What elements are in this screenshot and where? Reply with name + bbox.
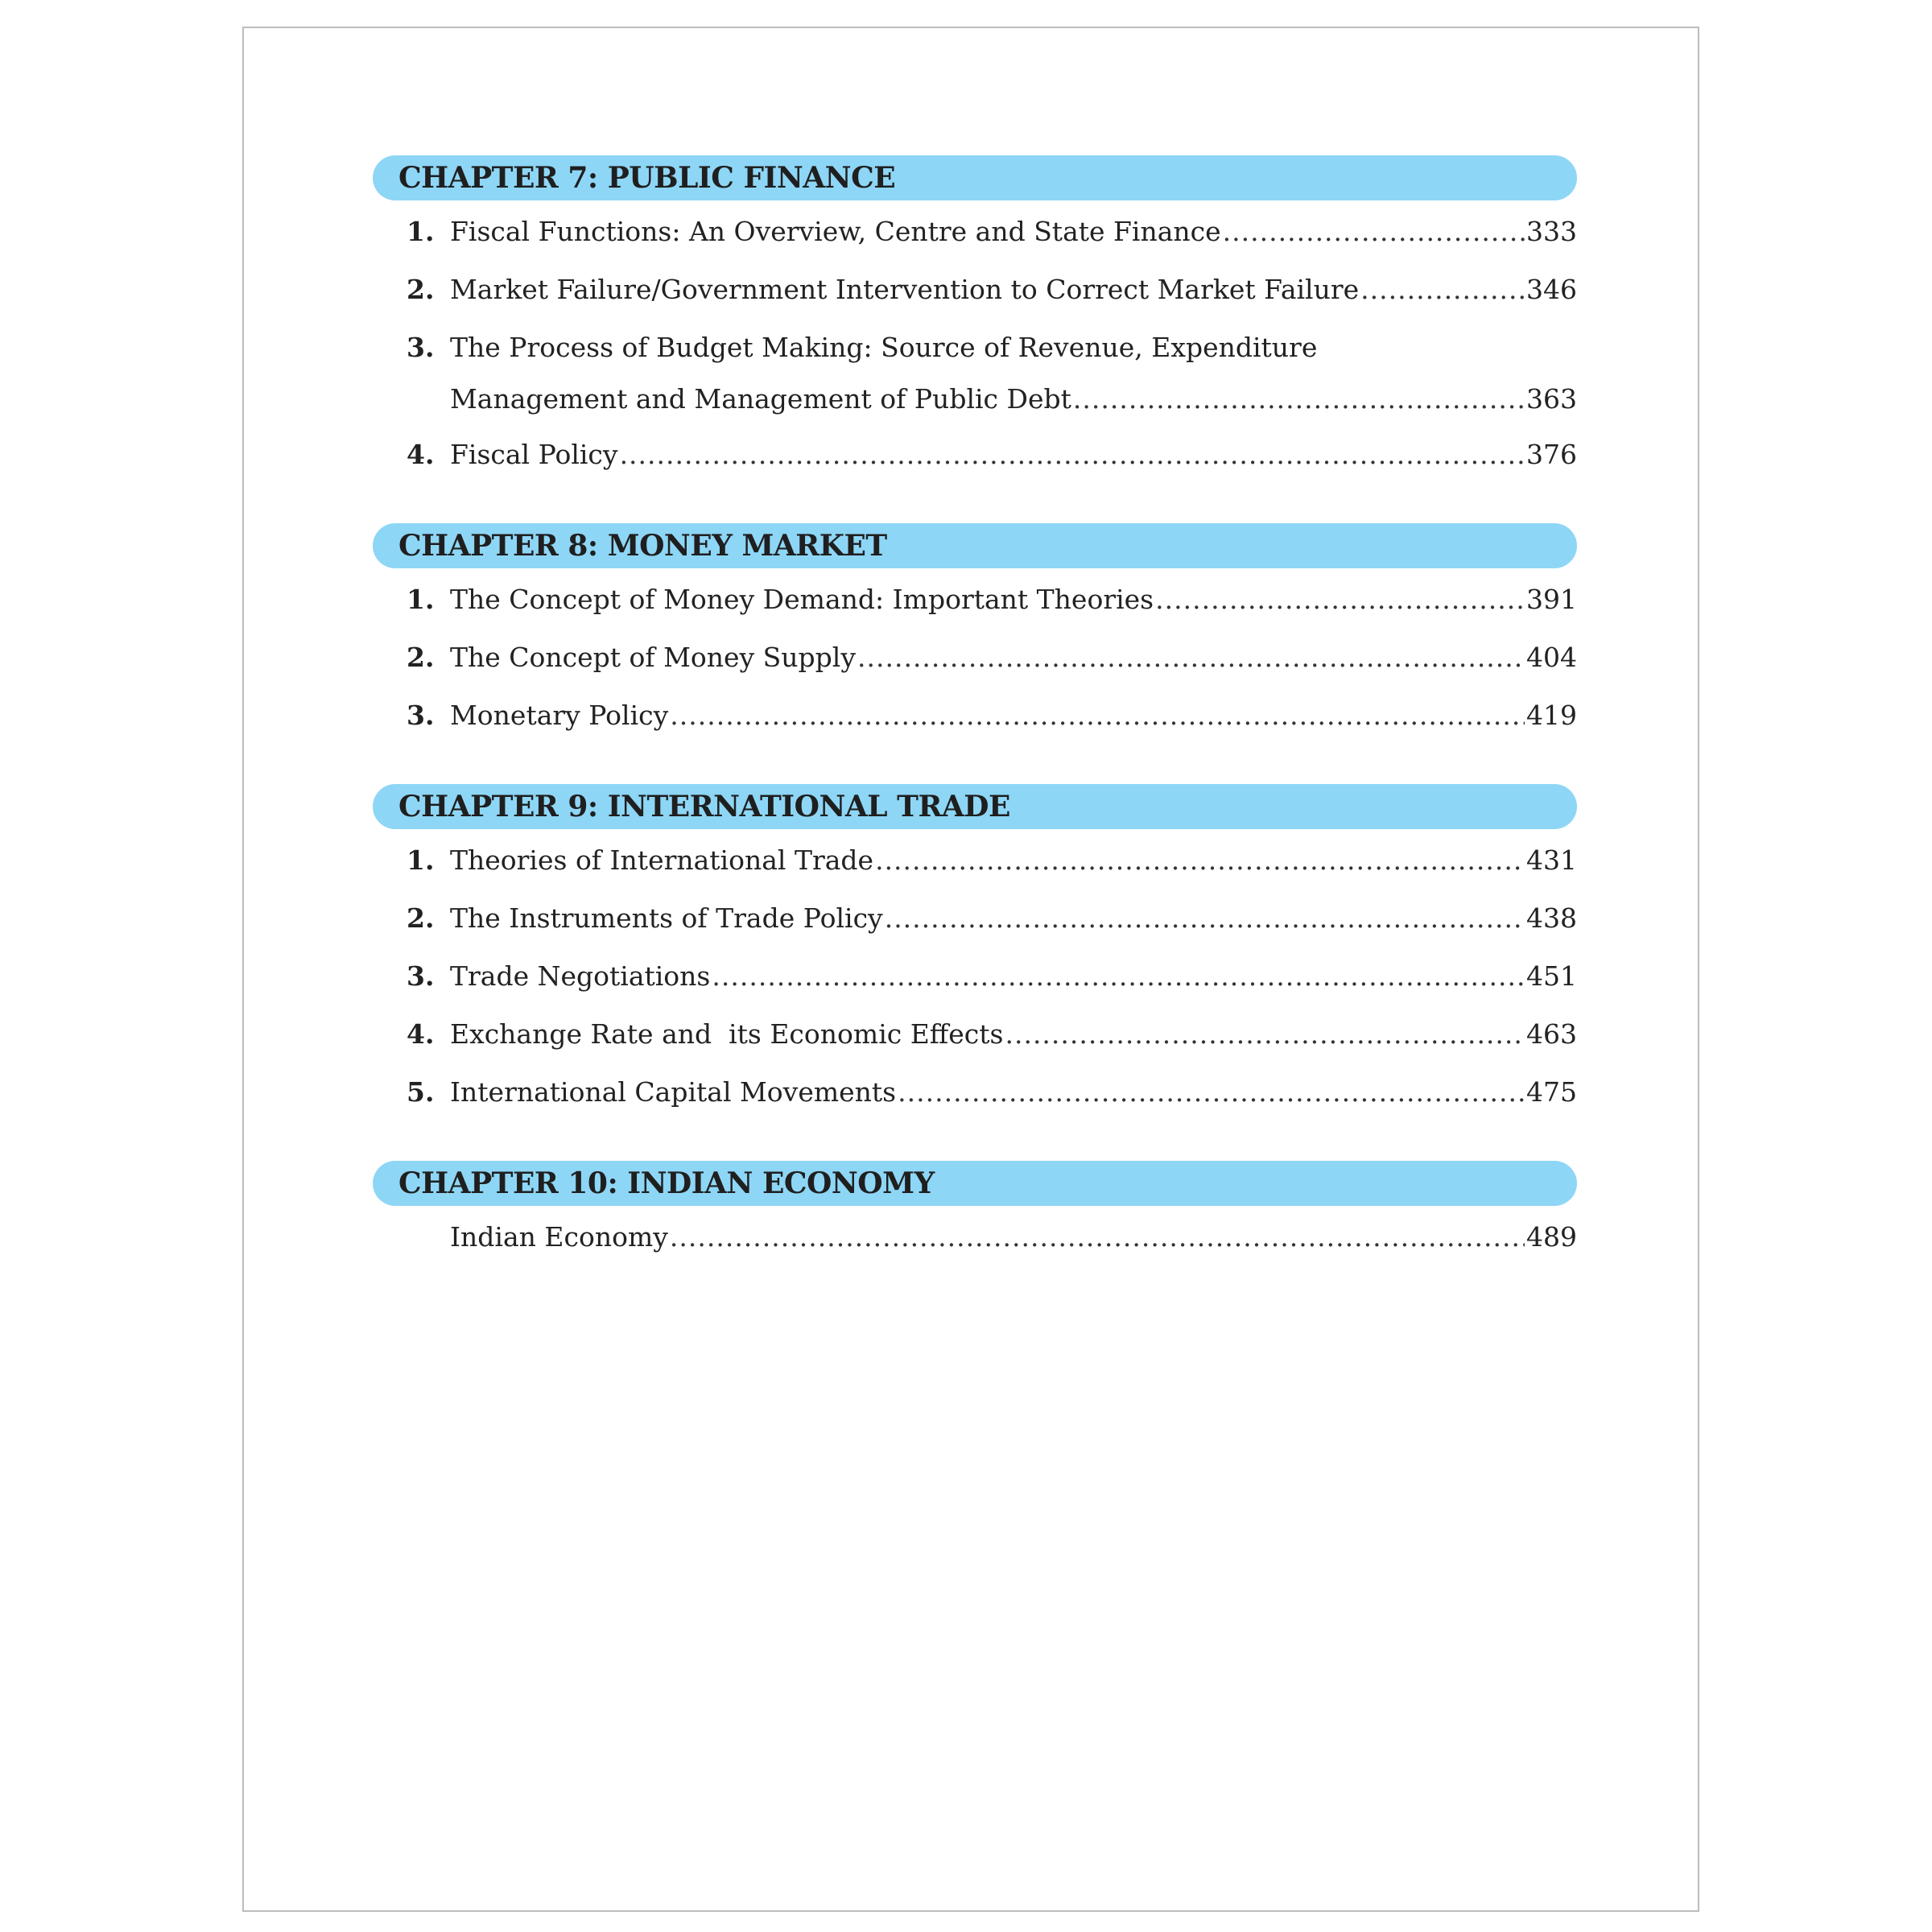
entry-title: The Instruments of Trade Policy [450, 902, 883, 934]
entry-page-number: 489 [1526, 1221, 1577, 1253]
entry-number: 3. [407, 960, 435, 992]
entry-number: 4. [407, 439, 435, 470]
entry-page-number: 376 [1526, 439, 1577, 470]
chapter-gap [373, 499, 1577, 523]
toc-entry[interactable] [407, 441, 1577, 499]
entry-title: International Capital Movements [450, 1076, 897, 1108]
entry-page-number: 346 [1526, 274, 1577, 305]
entry-title: The Concept of Money Demand: Important Theories [450, 584, 1154, 615]
entry-number: 1. [407, 844, 435, 876]
chapter-7-header [373, 155, 1577, 200]
chapter-10-title: CHAPTER 10: INDIAN ECONOMY [398, 1166, 935, 1200]
entry-title: Theories of International Trade [450, 844, 874, 876]
entry-page-number: 475 [1526, 1076, 1577, 1108]
toc-entry[interactable] [407, 1076, 1577, 1137]
entry-page-number: 438 [1526, 902, 1577, 934]
dot-leader [1360, 276, 1525, 303]
entry-page-number: 404 [1526, 642, 1577, 673]
entry-number: 4. [407, 1018, 435, 1050]
toc-entry[interactable] [407, 332, 1577, 415]
document-page [242, 27, 1699, 1912]
chapter-gap [373, 760, 1577, 784]
dot-leader [670, 1224, 1525, 1250]
entry-title: The Concept of Money Supply [450, 642, 856, 673]
chapter-8-entries [373, 586, 1577, 760]
entry-page-number: 363 [1526, 383, 1577, 415]
entry-title: Trade Negotiations [450, 960, 711, 992]
entry-page-number: 451 [1526, 960, 1577, 992]
chapter-8-section [373, 523, 1577, 760]
entry-number: 1. [407, 584, 435, 615]
entry-page-number: 431 [1526, 844, 1577, 876]
dot-leader [898, 1079, 1525, 1105]
chapter-7-section [373, 155, 1577, 499]
entry-page-number: 419 [1526, 700, 1577, 731]
chapter-8-title: CHAPTER 8: MONEY MARKET [398, 529, 887, 563]
chapter-7-title: CHAPTER 7: PUBLIC FINANCE [398, 161, 896, 195]
entry-title: Indian Economy [450, 1221, 668, 1253]
chapter-10-section [373, 1161, 1577, 1282]
toc-entry[interactable] [407, 218, 1577, 276]
entry-page-number: 391 [1526, 584, 1577, 615]
entry-page-number: 333 [1526, 216, 1577, 247]
entry-title: Fiscal Functions: An Overview, Centre and State Finance [450, 216, 1221, 247]
toc-entry[interactable] [407, 960, 1577, 1021]
entry-title-line-2: Management and Management of Public Debt [450, 383, 1071, 415]
entry-title: Exchange Rate and its Economic Effects [450, 1018, 1004, 1050]
entry-number: 3. [407, 332, 435, 363]
dot-leader [712, 963, 1525, 989]
dot-leader [1155, 586, 1525, 613]
chapter-8-header [373, 523, 1577, 568]
entry-number: 5. [407, 1076, 435, 1108]
entry-number: 3. [407, 700, 435, 731]
chapter-9-title: CHAPTER 9: INTERNATIONAL TRADE [398, 790, 1010, 824]
dot-leader [1073, 386, 1525, 412]
chapter-9-entries [373, 844, 1577, 1137]
entry-title: Monetary Policy [450, 700, 669, 731]
entry-second-line [407, 383, 1577, 415]
toc-entry[interactable] [407, 844, 1577, 905]
entry-title-line-1: The Process of Budget Making: Source of Revenue, Expenditure [450, 332, 1318, 363]
entry-title: Market Failure/Government Intervention to Correct Market Failure [450, 274, 1360, 305]
entry-number: 2. [407, 274, 435, 305]
dot-leader [885, 905, 1525, 931]
chapter-10-header [373, 1161, 1577, 1206]
chapter-9-section [373, 784, 1577, 1137]
dot-leader [1005, 1021, 1525, 1047]
toc-entry[interactable] [407, 1018, 1577, 1079]
chapter-9-header [373, 784, 1577, 829]
entry-page-number: 463 [1526, 1018, 1577, 1050]
entry-title: Fiscal Policy [450, 439, 618, 470]
entry-number: 2. [407, 642, 435, 673]
entry-first-line [407, 334, 1577, 386]
toc-entry[interactable] [407, 1221, 1577, 1282]
chapter-gap [373, 1137, 1577, 1161]
chapter-7-entries [373, 218, 1577, 499]
dot-leader [857, 644, 1525, 671]
dot-leader [620, 441, 1525, 468]
toc-entry[interactable] [407, 586, 1577, 644]
entry-number: 2. [407, 902, 435, 934]
toc-entry[interactable] [407, 902, 1577, 963]
dot-leader [875, 847, 1525, 873]
dot-leader [670, 702, 1525, 729]
table-of-contents [373, 155, 1577, 1282]
toc-entry[interactable] [407, 702, 1577, 760]
toc-entry[interactable] [407, 276, 1577, 334]
toc-entry[interactable] [407, 644, 1577, 702]
entry-number: 1. [407, 216, 435, 247]
chapter-10-entries [373, 1221, 1577, 1282]
dot-leader [1223, 218, 1525, 245]
